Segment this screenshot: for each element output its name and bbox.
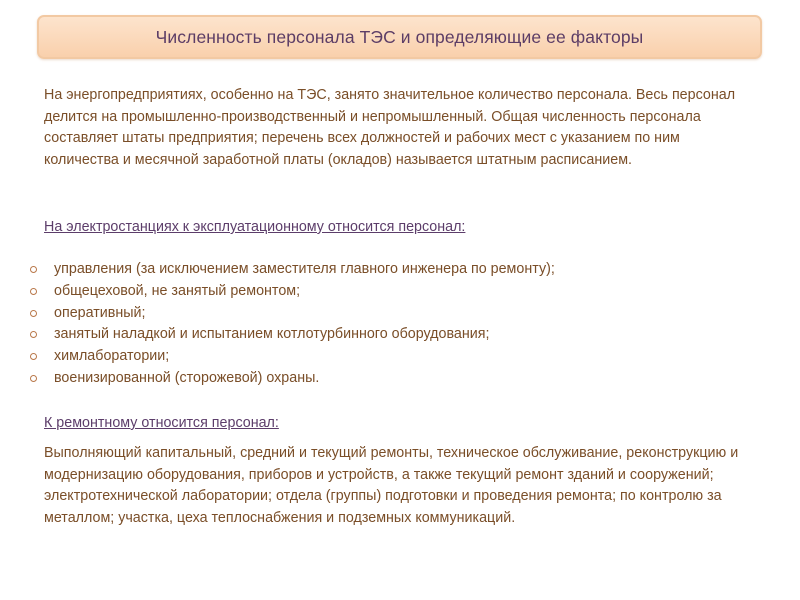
hollow-circle-bullet-icon bbox=[30, 375, 37, 382]
list-item-text: оперативный; bbox=[54, 304, 146, 321]
list-item-text: общецеховой, не занятый ремонтом; bbox=[54, 282, 301, 299]
list-item bbox=[30, 324, 555, 346]
list-item bbox=[30, 368, 555, 390]
repair-paragraph: Выполняющий капитальный, средний и текущий ремонты, техническое обслуживание, реконструкцию и модернизацию оборудования, приборов и устройств, а также текущий ремонт зданий и сооружений; электротехнической лаборатории; отдела (группы) подготовки и проведения ремонта; по контролю за металлом; участка, цеха теплоснабжения и подземных коммуникаций. bbox=[44, 445, 739, 526]
list-item-text: военизированной (сторожевой) охраны. bbox=[54, 369, 320, 386]
list-item bbox=[30, 303, 555, 325]
repair-staff-heading: К ремонтному относится персонал: bbox=[44, 415, 279, 431]
hollow-circle-bullet-icon bbox=[30, 266, 37, 273]
intro-paragraph: На энергопредприятиях, особенно на ТЭС, занято значительное количество персонала. Весь персонал делится на промышленно-производственный и непромышленный. Общая численность персонала составляет штаты предприятия; перечень всех должностей и рабочих мест с указанием по ним количества и месячной заработной платы (окладов) называется штатным расписанием. bbox=[44, 87, 736, 168]
list-item-text: занятый наладкой и испытанием котлотурбинного оборудования; bbox=[54, 326, 490, 343]
hollow-circle-bullet-icon bbox=[30, 331, 37, 338]
hollow-circle-bullet-icon bbox=[30, 353, 37, 360]
slide-title: Численность персонала ТЭС и определяющие ее факторы bbox=[155, 26, 644, 47]
operational-staff-heading: На электростанциях к эксплуатационному относится персонал: bbox=[44, 219, 466, 235]
list-item-text: химлаборатории; bbox=[54, 348, 170, 365]
list-item bbox=[30, 259, 555, 281]
operational-staff-list bbox=[30, 259, 555, 390]
hollow-circle-bullet-icon bbox=[30, 310, 37, 317]
title-banner bbox=[37, 15, 762, 59]
list-item bbox=[30, 281, 555, 303]
list-item bbox=[30, 346, 555, 368]
list-item-text: управления (за исключением заместителя главного инженера по ремонту); bbox=[54, 261, 555, 277]
hollow-circle-bullet-icon bbox=[30, 288, 37, 295]
